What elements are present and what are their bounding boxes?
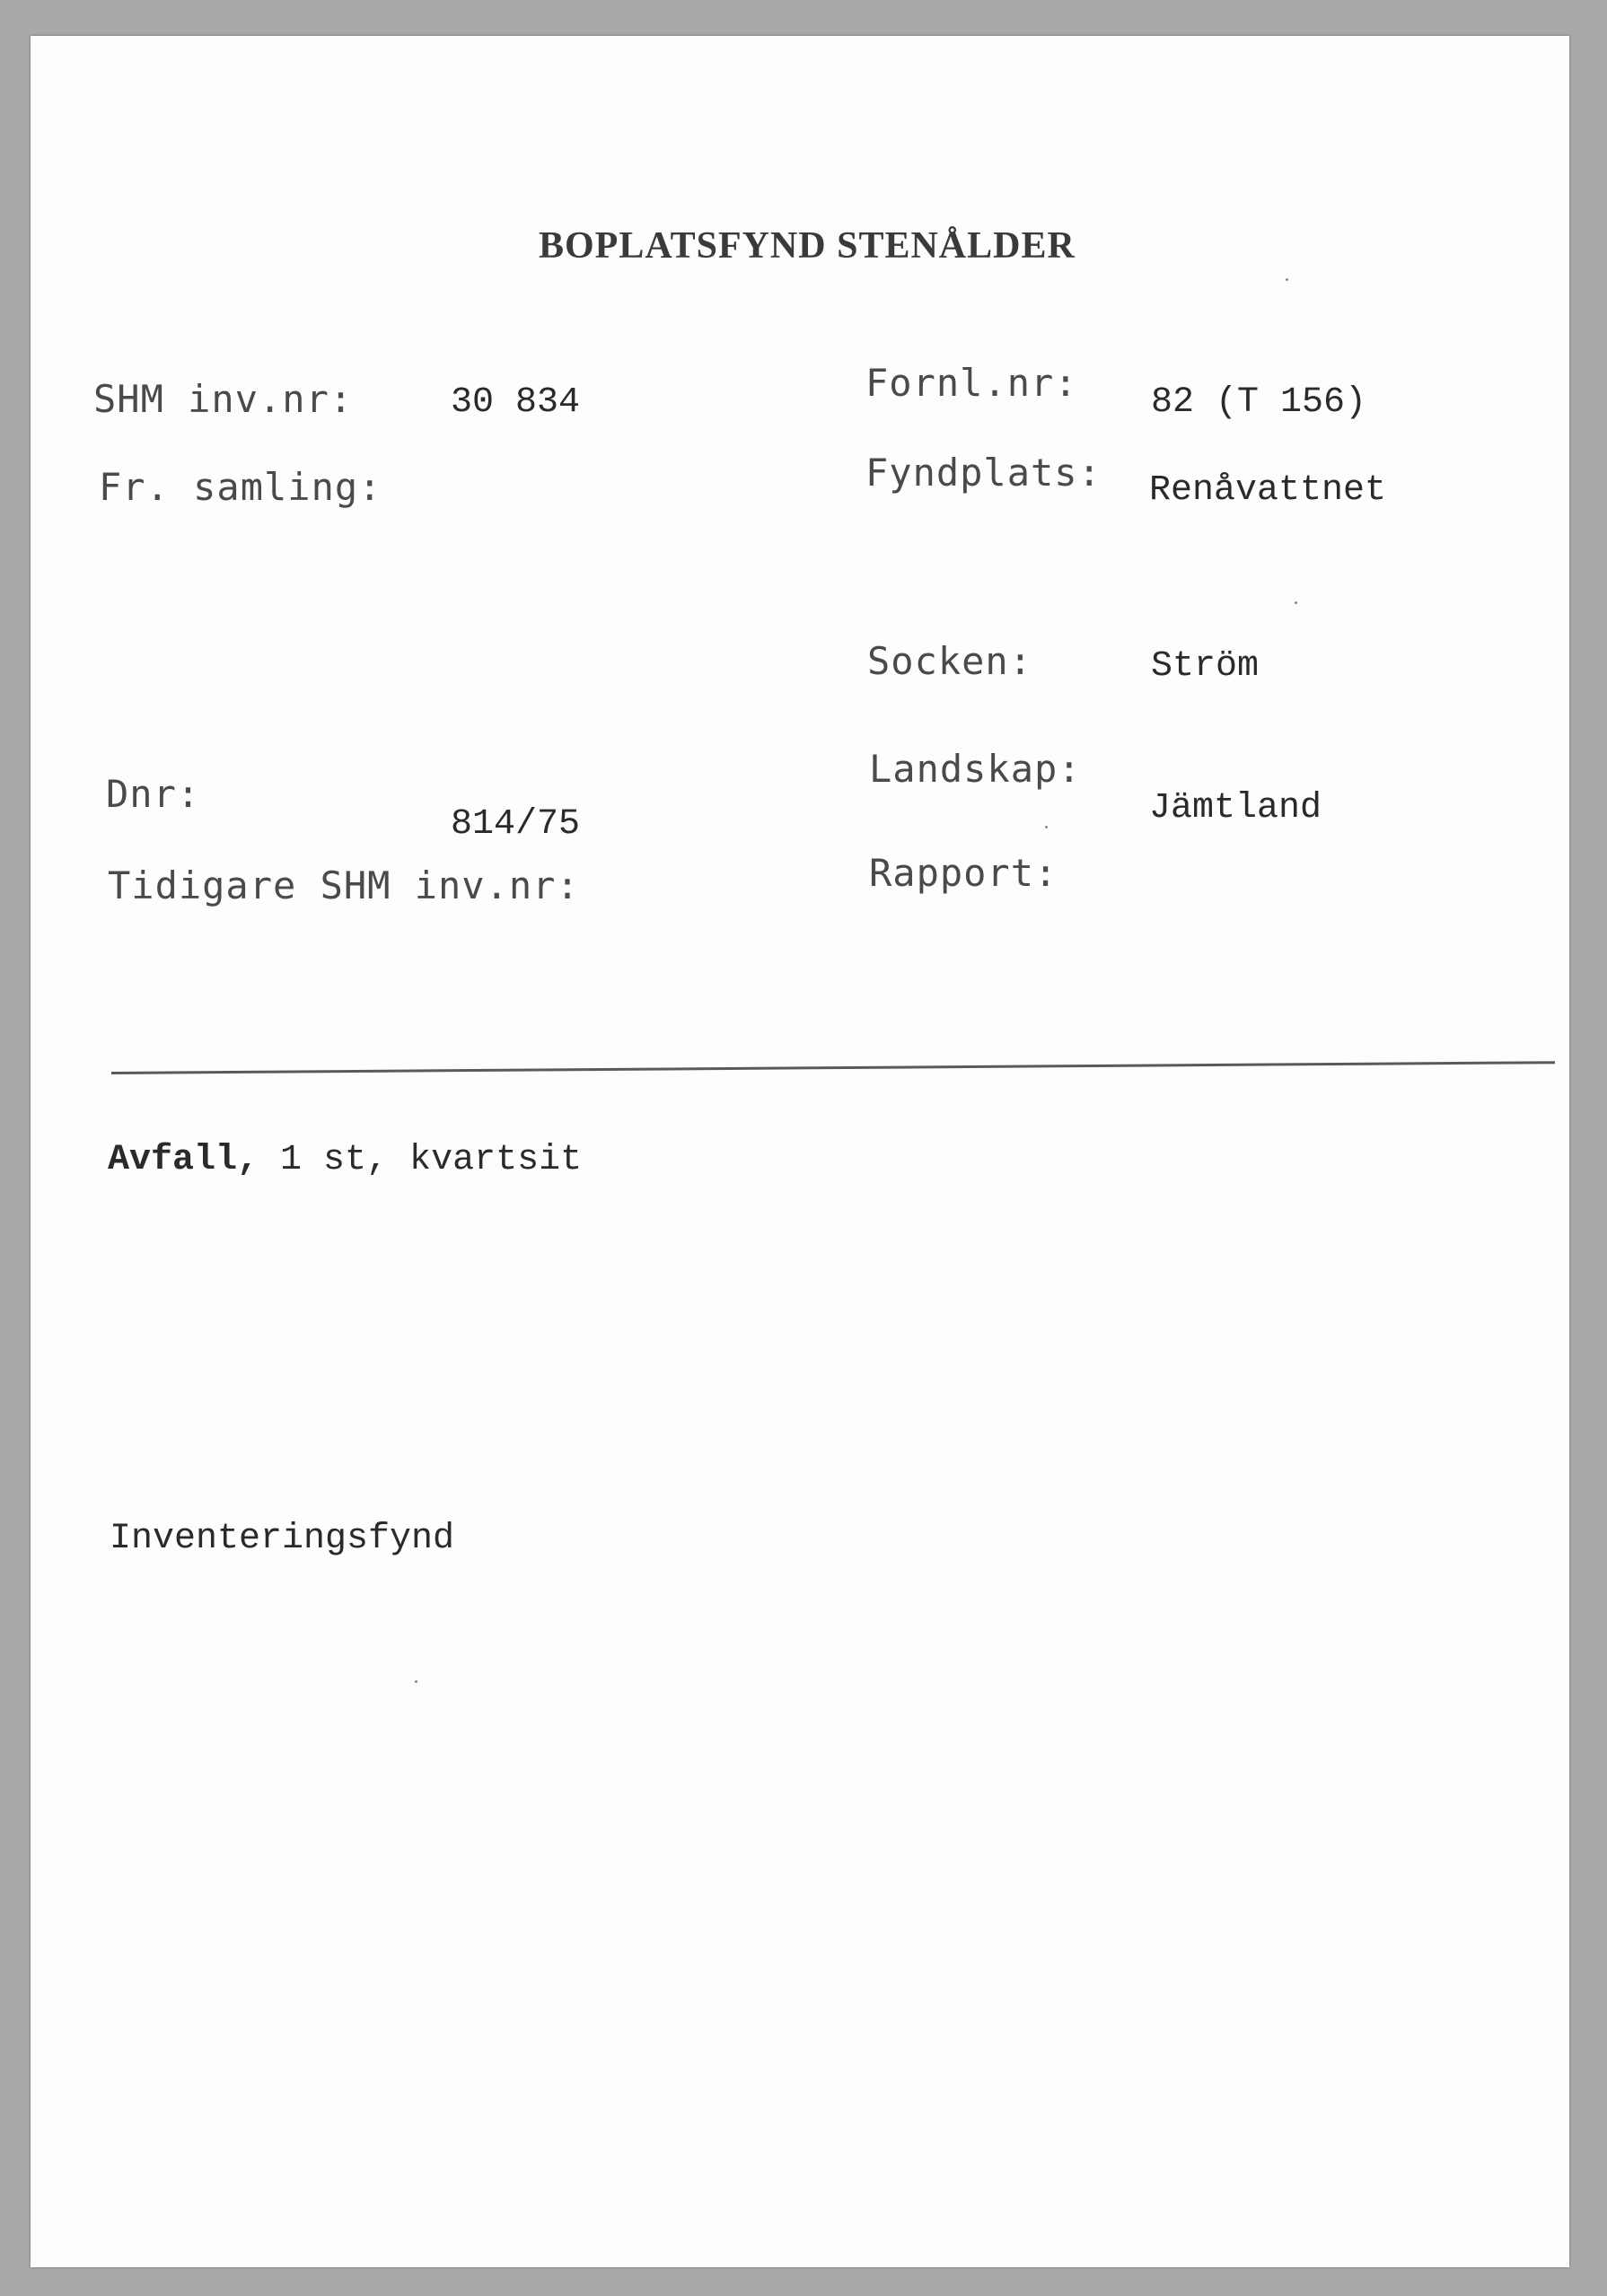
shm-inv-value: 30 834 [451, 382, 581, 423]
tidigare-shm-label: Tidigare SHM inv.nr: [108, 863, 580, 907]
dnr-value: 814/75 [451, 804, 581, 845]
dnr-label: Dnr: [106, 772, 201, 816]
socken-label: Socken: [867, 639, 1033, 683]
socken-value: Ström [1151, 646, 1260, 687]
divider-line [111, 1061, 1555, 1074]
fornl-label: Fornl.nr: [865, 361, 1078, 405]
paper-speck [415, 1680, 417, 1683]
card-title: BOPLATSFYND STENÅLDER [539, 225, 1076, 267]
find-note: Inventeringsfynd [110, 1519, 455, 1559]
find-description-type: Avfall, [108, 1140, 259, 1180]
paper-speck [1286, 278, 1288, 281]
fornl-value: 82 (T 156) [1151, 382, 1367, 423]
find-description [108, 1140, 582, 1180]
landskap-label: Landskap: [869, 747, 1082, 791]
fr-samling-label: Fr. samling: [99, 465, 382, 509]
paper-speck [1045, 826, 1048, 828]
fyndplats-label: Fyndplats: [865, 451, 1102, 495]
rapport-label: Rapport: [869, 851, 1058, 895]
shm-inv-label: SHM inv.nr: [93, 377, 354, 421]
paper-speck [1295, 601, 1297, 604]
catalog-card [31, 36, 1569, 2267]
find-description-detail: 1 st, kvartsit [259, 1140, 583, 1180]
landskap-value: Jämtland [1149, 788, 1322, 828]
fyndplats-value: Renåvattnet [1149, 470, 1387, 511]
